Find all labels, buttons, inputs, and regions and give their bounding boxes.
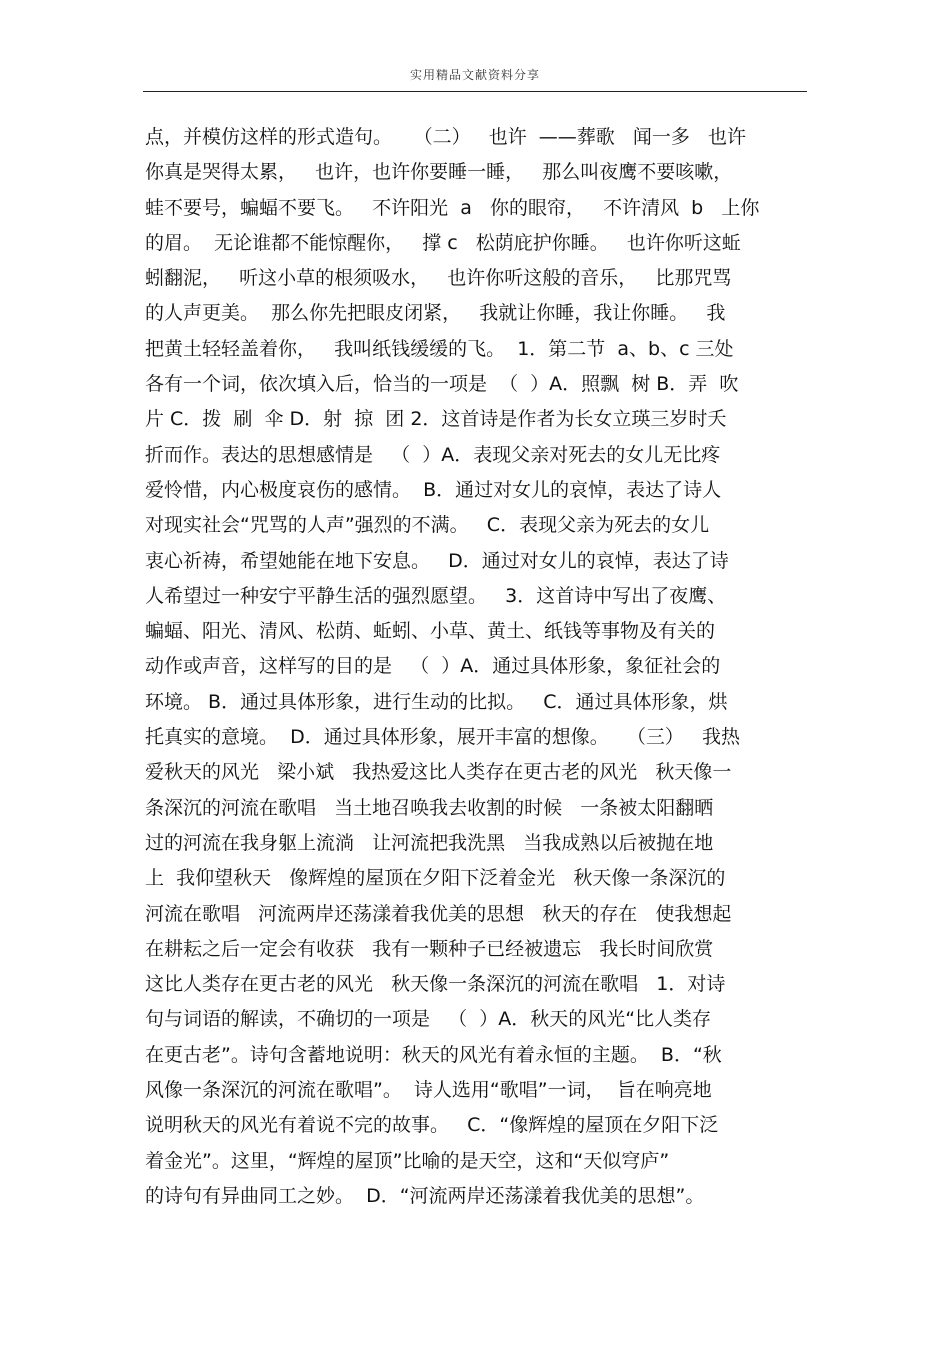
text-line: 的眉。 无论谁都不能惊醒你， 撑 c 松荫庇护你睡。 也许你听这蚯 xyxy=(145,231,741,254)
text-line: 你真是哭得太累， 也许，也许你要睡一睡， 那么叫夜鹰不要咳嗽， xyxy=(145,161,733,184)
text-line: 托真实的意境。 D．通过具体形象，展开丰富的想像。 （三） 我热 xyxy=(145,726,740,749)
text-line: 在耕耘之后一定会有收获 我有一颗种子已经被遗忘 我长时间欣赏 xyxy=(145,937,714,960)
page-header: 实用精品文献资料分享 xyxy=(409,68,540,82)
text-line: 风像一条深沉的河流在歌唱”。 诗人选用“歌唱”一词， 旨在响亮地 xyxy=(145,1079,712,1102)
text-line: 的人声更美。 那么你先把眼皮闭紧， 我就让你睡，我让你睡。 我 xyxy=(145,302,726,325)
header-divider xyxy=(143,91,807,92)
text-line: 片 C．拨 刷 伞 D．射 掠 团 2．这首诗是作者为长女立瑛三岁时夭 xyxy=(145,408,727,431)
text-line: 蝙蝠、阳光、清风、松荫、蚯蚓、小草、黄土、纸钱等事物及有关的 xyxy=(145,620,716,643)
text-line: 衷心祈祷，希望她能在地下安息。 D．通过对女儿的哀悼，表达了诗 xyxy=(145,549,729,572)
text-line: 条深沉的河流在歌唱 当土地召唤我去收割的时候 一条被太阳翻晒 xyxy=(145,796,714,819)
text-line: 的诗句有异曲同工之妙。 D．“河流两岸还荡漾着我优美的思想”。 xyxy=(145,1184,705,1207)
text-line: 蛙不要号，蝙蝠不要飞。 不许阳光 a 你的眼帘， 不许清风 b 上你 xyxy=(145,196,760,219)
text-line: 把黄土轻轻盖着你， 我叫纸钱缓缓的飞。 1．第二节 a、b、c 三处 xyxy=(145,337,734,360)
text-line: 点，并模仿这样的形式造句。 （二） 也许 ——葬歌 闻一多 也许 xyxy=(145,126,747,148)
text-line: 环境。 B．通过具体形象，进行生动的比拟。 C．通过具体形象，烘 xyxy=(145,690,728,713)
text-line: 着金光”。这里，“辉煌的屋顶”比喻的是天空，这和“天似穹庐” xyxy=(145,1149,670,1172)
text-line: 句与词语的解读，不确切的一项是 （ ）A．秋天的风光“比人类存 xyxy=(145,1008,712,1031)
text-line: 在更古老”。诗句含蓄地说明：秋天的风光有着永恒的主题。 B．“秋 xyxy=(145,1043,722,1066)
text-line: 各有一个词，依次填入后，恰当的一项是 （ ）A．照飘 树 B．弄 吹 xyxy=(145,373,739,396)
text-line: 过的河流在我身躯上流淌 让河流把我洗黑 当我成熟以后被抛在地 xyxy=(145,831,714,854)
text-line: 人希望过一种安宁平静生活的强烈愿望。 3．这首诗中写出了夜鹰、 xyxy=(145,584,727,607)
text-line: 蚓翻泥， 听这小草的根须吸水， 也许你听这般的音乐， 比那咒骂 xyxy=(145,267,732,290)
text-line: 爱怜惜，内心极度哀伤的感情。 B．通过对女儿的哀悼，表达了诗人 xyxy=(145,478,722,501)
text-line: 这比人类存在更古老的风光 秋天像一条深沉的河流在歌唱 1．对诗 xyxy=(145,973,726,996)
document-body xyxy=(145,120,809,1214)
text-line: 动作或声音，这样写的目的是 （ ）A．通过具体形象，象征社会的 xyxy=(145,655,721,678)
text-line: 折而作。表达的思想感情是 （ ）A．表现父亲对死去的女儿无比疼 xyxy=(145,443,721,466)
text-line: 说明秋天的风光有着说不完的故事。 C．“像辉煌的屋顶在夕阳下泛 xyxy=(145,1114,719,1137)
text-line: 上 我仰望秋天 像辉煌的屋顶在夕阳下泛着金光 秋天像一条深沉的 xyxy=(145,867,726,890)
text-line: 河流在歌唱 河流两岸还荡漾着我优美的思想 秋天的存在 使我想起 xyxy=(145,902,732,925)
text-line: 对现实社会“咒骂的人声”强烈的不满。 C．表现父亲为死去的女儿 xyxy=(145,514,710,537)
text-line: 爱秋天的风光 梁小斌 我热爱这比人类存在更古老的风光 秋天像一 xyxy=(145,761,732,784)
